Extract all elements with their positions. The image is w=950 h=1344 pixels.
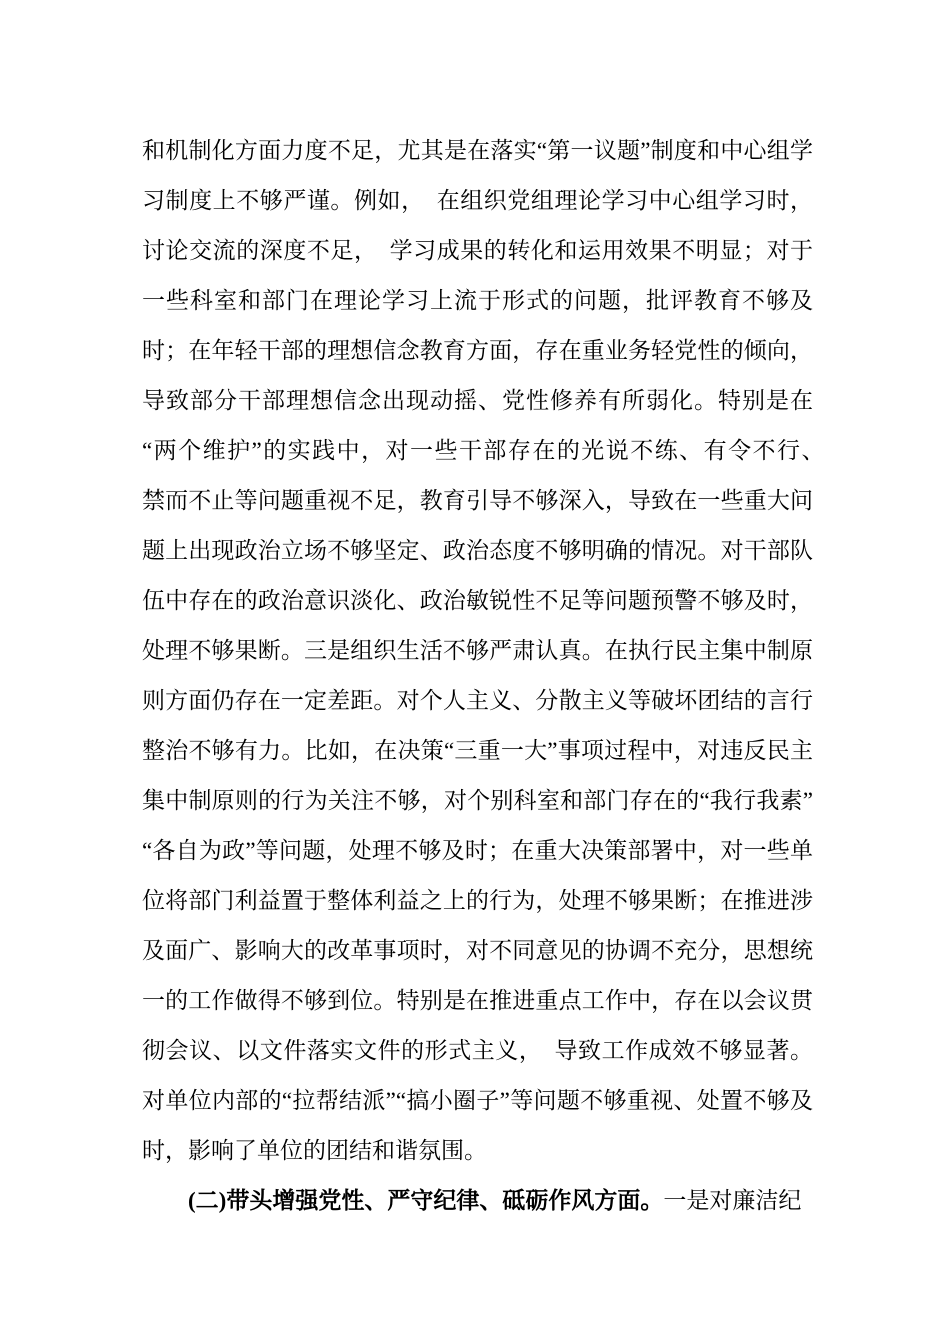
section-two-heading: (二)带头增强党性、严守纪律、砥砺作风方面。 <box>188 1188 664 1213</box>
paragraph-political-responsibility-continuation: 和机制化方面力度不足，尤其是在落实“第一议题”制度和中心组学习制度上不够严谨。例如， 在组织党组理论学习中心组学习时，讨论交流的深度不足， 学习成果的转化和运用效果不明显；对于一些科室和部门在理论学习上流于形式的问题，批评教育不够及时；在年轻干部的理想信念教育方面，存在重业务轻党性的倾向，导致部分干部理想信念出现动摇、党性修养有所弱化。特别是在“两个维护”的实践中，对一些干部存在的光说不练、有令不行、 禁而不止等问题重视不足，教育引导不够深入，导致在一些重大问题上出现政治立场不够坚定、政治态度不够明确的情况。对干部队伍中存在的政治意识淡化、政治敏锐性不足等问题预警不够及时，处理不够果断。三是组织生活不够严肃认真。在执行民主集中制原则方面仍存在一定差距。对个人主义、分散主义等破坏团结的言行整治不够有力。比如，在决策“三重一大”事项过程中，对违反民主集中制原则的行为关注不够，对个别科室和部门存在的“我行我素”“各自为政”等问题，处理不够及时；在重大决策部署中，对一些单位将部门利益置于整体利益之上的行为，处理不够果断；在推进涉及面广、影响大的改革事项时，对不同意见的协调不充分，思想统一的工作做得不够到位。特别是在推进重点工作中，存在以会议贯彻会议、以文件落实文件的形式主义， 导致工作成效不够显著。对单位内部的“拉帮结派”“搞小圈子”等问题不够重视、处置不够及时，影响了单位的团结和谐氛围。 <box>142 138 836 1163</box>
section-two-body-start: 一是对廉洁纪 <box>663 1188 802 1213</box>
paragraph-section-two <box>142 1176 813 1226</box>
document-text-block <box>142 126 836 1226</box>
